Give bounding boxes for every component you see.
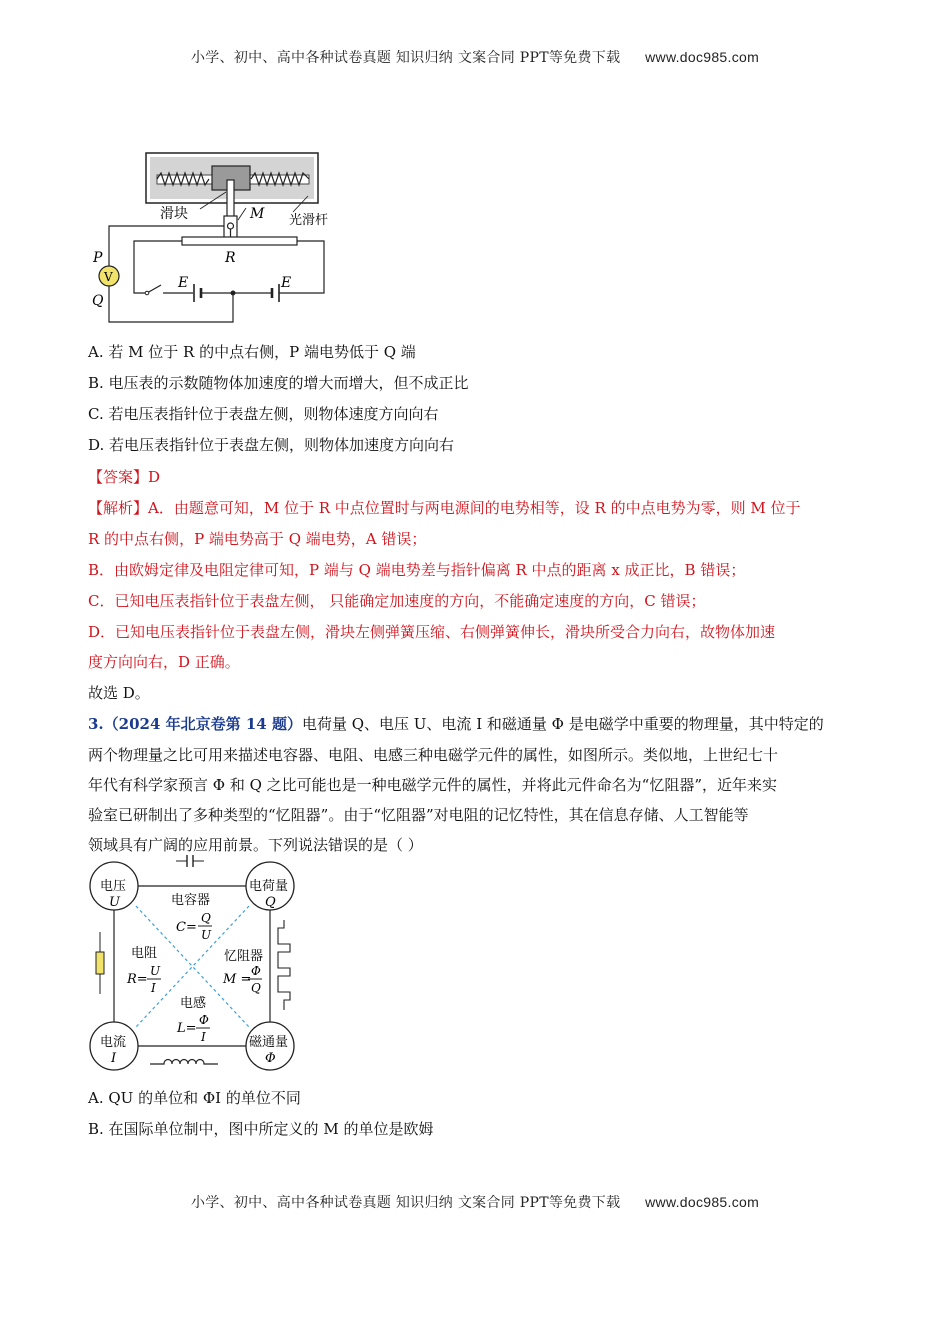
resistor-label: 电阻	[131, 946, 158, 961]
label-m: M	[250, 206, 265, 222]
header-url: www.doc985.com	[645, 49, 760, 65]
capacitor-lhs: C=	[176, 920, 197, 935]
label-q: Q	[92, 293, 104, 309]
analysis-line-1: 【解析】A．由题意可知，M 位于 R 中点位置时与两电源间的电势相等，设 R 的中点电势为零，则 M 位于	[88, 499, 801, 517]
label-e-left: E	[178, 275, 189, 291]
q3-option-a: A. QU 的单位和 ΦI 的单位不同	[88, 1089, 301, 1107]
q3-stem-line-1	[88, 714, 868, 734]
electromagnetic-elements-diagram	[85, 855, 305, 1075]
q3-stem-line-3: 年代有科学家预言 Φ 和 Q 之比可能也是一种电磁学元件的属性，并将此元件命名为“忆阻器”，近年来实	[88, 776, 778, 794]
capacitor-den: U	[201, 928, 212, 942]
conclusion: 故选 D。	[88, 684, 150, 702]
capacitor-num: Q	[201, 911, 211, 925]
voltmeter-icon: V	[104, 270, 113, 284]
inductor-den: I	[201, 1030, 206, 1044]
q3-stem-line-5: 领域具有广阔的应用前景。下列说法错误的是（ ）	[88, 836, 423, 854]
analysis-line-3: B．由欧姆定律及电阻定律可知，P 端与 Q 端电势差与指针偏离 R 中点的距离 x 成正比，B 错误；	[88, 561, 746, 579]
node-charge-symbol: Q	[265, 895, 276, 910]
memristor-label: 忆阻器	[224, 949, 264, 964]
page-header	[0, 47, 950, 67]
node-flux: 磁通量	[249, 1035, 289, 1050]
capacitor-label: 电容器	[171, 893, 211, 908]
option-b: B. 电压表的示数随物体加速度的增大而增大，但不成正比	[88, 374, 469, 392]
label-e-right: E	[281, 275, 292, 291]
resistor-lhs: R=	[127, 972, 148, 987]
inductor-num: Φ	[199, 1013, 209, 1027]
label-r: R	[225, 250, 236, 266]
q3-stem-text-1: 电荷量 Q、电压 U、电流 I 和磁通量 Φ 是电磁学中重要的物理量，其中特定的	[301, 715, 824, 733]
resistor-num: U	[150, 964, 161, 978]
node-current: 电流	[100, 1035, 127, 1050]
page-footer	[0, 1192, 950, 1212]
resistor-den: I	[151, 981, 156, 995]
label-p: P	[93, 250, 103, 266]
q3-option-b: B. 在国际单位制中，图中所定义的 M 的单位是欧姆	[88, 1120, 434, 1138]
node-current-symbol: I	[111, 1051, 117, 1066]
node-flux-symbol: Φ	[265, 1051, 276, 1066]
memristor-lhs: M =	[223, 972, 252, 987]
q3-tag: 3.（2024 年北京卷第 14 题）	[88, 715, 302, 733]
option-d: D. 若电压表指针位于表盘左侧，则物体加速度方向向右	[88, 436, 455, 454]
label-smooth-rod: 光滑杆	[289, 213, 329, 228]
label-slider: 滑块	[160, 206, 188, 222]
node-charge: 电荷量	[249, 879, 289, 894]
q3-stem-line-2: 两个物理量之比可用来描述电容器、电阻、电感三种电磁学元件的属性，如图所示。类似地，上世纪七十	[88, 746, 779, 764]
footer-text: 小学、初中、高中各种试卷真题 知识归纳 文案合同 PPT等免费下载	[190, 1195, 621, 1211]
q3-stem-line-4: 验室已研制出了多种类型的“忆阻器”。由于“忆阻器”对电阻的记忆特性，其在信息存储、人工智能等	[88, 806, 749, 824]
footer-url: www.doc985.com	[645, 1194, 760, 1210]
inductor-label: 电感	[180, 996, 207, 1011]
analysis-line-4: C．已知电压表指针位于表盘左侧， 只能确定加速度的方向，不能确定速度的方向，C 错误；	[88, 592, 706, 610]
header-text: 小学、初中、高中各种试卷真题 知识归纳 文案合同 PPT等免费下载	[190, 50, 621, 66]
analysis-line-6: 度方向向右，D 正确。	[88, 653, 240, 671]
memristor-num: Φ	[251, 964, 261, 978]
node-voltage: 电压	[100, 879, 127, 894]
analysis-line-2: R 的中点右侧，P 端电势高于 Q 端电势，A 错误；	[88, 530, 427, 548]
memristor-den: Q	[251, 981, 261, 995]
node-voltage-symbol: U	[109, 895, 120, 910]
option-c: C. 若电压表指针位于表盘左侧，则物体速度方向向右	[88, 405, 439, 423]
accelerometer-circuit-figure	[85, 148, 345, 328]
analysis-line-5: D．已知电压表指针位于表盘左侧，滑块左侧弹簧压缩、右侧弹簧伸长，滑块所受合力向右，故物体加速	[88, 623, 776, 641]
option-a: A. 若 M 位于 R 的中点右侧，P 端电势低于 Q 端	[88, 343, 416, 361]
answer: 【答案】D	[88, 468, 161, 486]
inductor-lhs: L=	[177, 1021, 197, 1036]
